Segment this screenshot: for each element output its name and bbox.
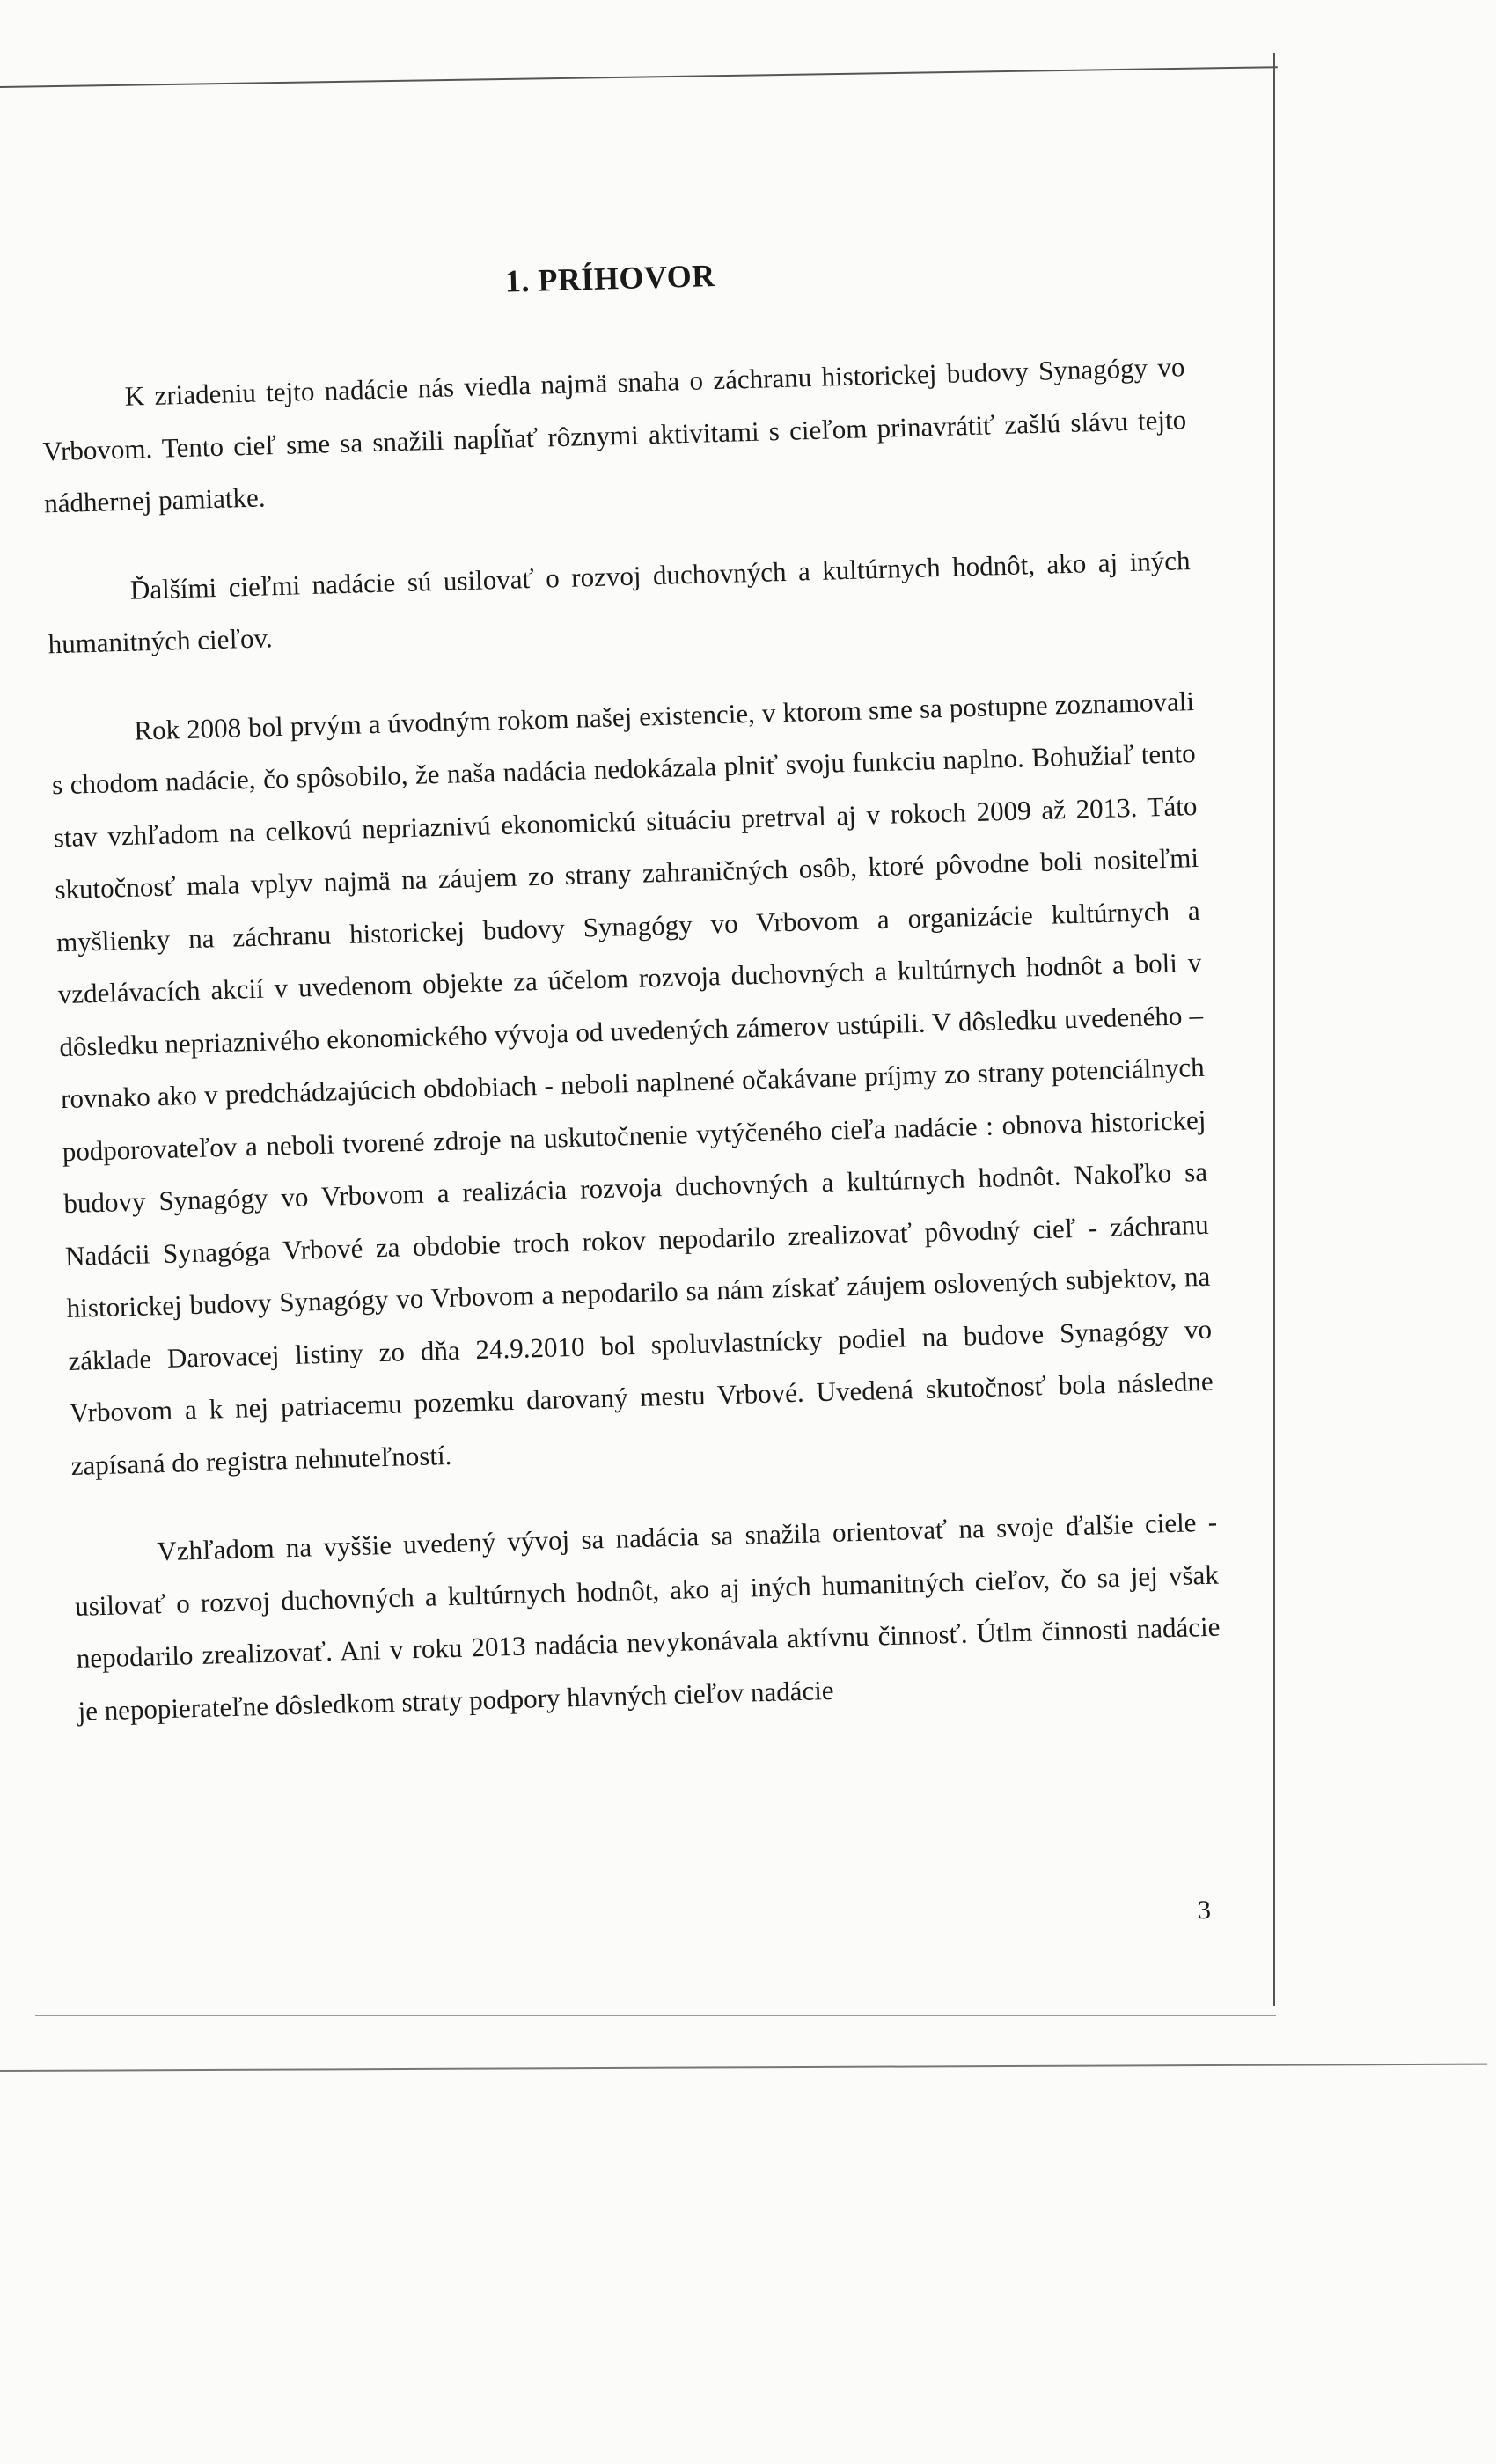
document-body bbox=[40, 341, 1223, 1773]
document-sheet bbox=[31, 0, 1231, 2040]
page-border-bottom bbox=[0, 2064, 1487, 2072]
page-border-right bbox=[1273, 53, 1275, 2006]
paragraph-intro: K zriadeniu tejto nadácie nás viedla najmä snaha o záchranu historickej budovy Synagógy vo Vrbovom. Tento cieľ sme sa snažili napĺňať rôznymi aktivitami s cieľom prinavrátiť zašlú slávu tejto nádhernej pamiatke. bbox=[42, 351, 1187, 519]
section-heading: 1. PRÍHOVOR bbox=[504, 258, 716, 299]
paragraph-orientation: Vzhľadom na vyššie uvedený vývoj sa nadácia sa snažila orientovať na svoje ďalšie ciele - usilovať o rozvoj duchovných a kultúrnych hodnôt, ako aj iných humanitných cieľov, čo sa jej však nepodarilo zrealizovať. Ani v roku 2013 nadácia nevykonávala aktívnu činnosť. Útlm činnosti nadácie je nepopierateľne dôsledkom straty podpory hlavných cieľov nadácie bbox=[74, 1506, 1221, 1727]
paragraph-history: Rok 2008 bol prvým a úvodným rokom našej existencie, v ktorom sme sa postupne zoznamovali s chodom nadácie, čo spôsobilo, že naša nadácia nedokázala plniť svoju funkciu naplno. Bohužiaľ tento stav vzhľadom na celkovú nepriaznivú ekonomickú situáciu pretrval aj v rokoch 2009 až 2013. Táto skutočnosť mala vplyv najmä na záujem zo strany zahraničných osôb, ktoré pôvodne boli nositeľmi myšlienky na záchranu historickej budovy Synagógy vo Vrbovom a organizácie kultúrnych a vzdelávacích akcií v uvedenom objekte za účelom rozvoja duchovných a kultúrnych hodnôt a boli v dôsledku nepriaznivého ekonomického vývoja od uvedených zámerov ustúpili. V dôsledku uvedeného – rovnako ako v predchádzajúcich obdobiach - neboli naplnené očakávane príjmy zo strany potenciálnych podporovateľov a neboli tvorené zdroje na uskutočnenie vytýčeného cieľa nadácie : obnova historickej budovy Synagógy vo Vrbovom a realizácia rozvoja duchovných a kultúrnych hodnôt. Nakoľko sa Nadácii Synagóga Vrbové za obdobie troch rokov nepodarilo zrealizovať pôvodný cieľ - záchranu historickej budovy Synagógy vo Vrbovom a nepodarilo sa nám získať záujem oslovených subjektov, na základe Darovacej listiny zo dňa 24.9.2010 bol spoluvlastnícky podiel na budove Synagógy vo Vrbovom a k nej patriacemu pozemku darovaný mestu Vrbové. Uvedená skutočnosť bola následne zapísaná do registra nehnuteľností. bbox=[51, 685, 1214, 1481]
page-number: 3 bbox=[1197, 1895, 1212, 1925]
paragraph-goals: Ďalšími cieľmi nadácie sú usilovať o rozvoj duchovných a kultúrnych hodnôt, ako aj iných humanitných cieľov. bbox=[48, 544, 1191, 660]
